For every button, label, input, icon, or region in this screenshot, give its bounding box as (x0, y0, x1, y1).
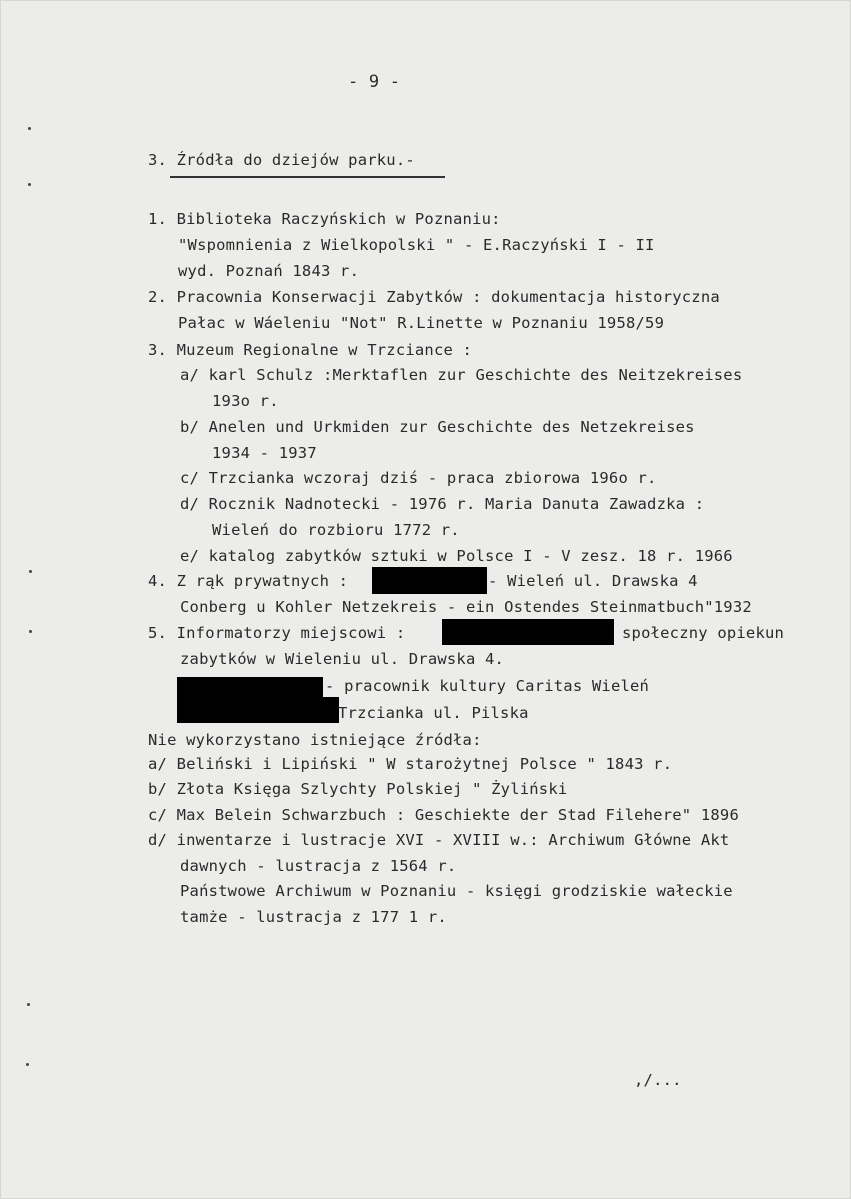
line-17-start: 5. Informatorzy miejscowi : (148, 624, 406, 642)
line-25: d/ inwentarze i lustracje XVI - XVIII w.: Archiwum Główne Akt (148, 831, 730, 849)
margin-dot (28, 183, 31, 186)
line-5: Pałac w Wáeleniu "Not" R.Linette w Poznaniu 1958/59 (178, 314, 665, 332)
line-15-end: - Wieleń ul. Drawska 4 (488, 572, 698, 590)
line-13: Wieleń do rozbioru 1772 r. (212, 521, 460, 539)
line-28: tamże - lustracja z 177 1 r. (180, 908, 447, 926)
margin-dot (29, 630, 32, 633)
line-22: a/ Beliński i Lipiński " W starożytnej Polsce " 1843 r. (148, 755, 673, 773)
continuation-mark: ,/... (634, 1071, 682, 1089)
heading-underline (170, 176, 445, 178)
line-16: Conberg u Kohler Netzekreis - ein Ostendes Steinmatbuch"1932 (180, 598, 752, 616)
line-6: 3. Muzeum Regionalne w Trzciance : (148, 341, 473, 359)
line-14: e/ katalog zabytków sztuki w Polsce I - V zesz. 18 r. 1966 (180, 547, 733, 565)
line-7: a/ karl Schulz :Merktaflen zur Geschichte des Neitzekreises (180, 366, 743, 384)
line-21: Nie wykorzystano istniejące źródła: (148, 731, 482, 749)
line-23: b/ Złota Księga Szlychty Polskiej " Żyliński (148, 780, 568, 798)
line-19: - pracownik kultury Caritas Wieleń (325, 677, 650, 695)
line-9: b/ Anelen und Urkmiden zur Geschichte des Netzekreises (180, 418, 695, 436)
line-12: d/ Rocznik Nadnotecki - 1976 r. Maria Danuta Zawadzka : (180, 495, 705, 513)
redaction-box (442, 619, 614, 645)
margin-dot (26, 1063, 29, 1066)
section-heading: 3. Źródła do dziejów parku.- (148, 151, 415, 169)
line-18: zabytków w Wieleniu ul. Drawska 4. (180, 650, 505, 668)
margin-dot (28, 127, 31, 130)
line-2: "Wspomnienia z Wielkopolski " - E.Raczyński I - II (178, 236, 655, 254)
line-24: c/ Max Belein Schwarzbuch : Geschiekte der Stad Filehere" 1896 (148, 806, 739, 824)
line-3: wyd. Poznań 1843 r. (178, 262, 360, 280)
page-number: - 9 - (348, 72, 401, 92)
line-10: 1934 - 1937 (212, 444, 317, 462)
redaction-box (177, 697, 339, 723)
line-26: dawnych - lustracja z 1564 r. (180, 857, 457, 875)
line-4: 2. Pracownia Konserwacji Zabytków : dokumentacja historyczna (148, 288, 720, 306)
redaction-box (177, 677, 323, 697)
line-17-end: społeczny opiekun (622, 624, 785, 642)
line-27: Państwowe Archiwum w Poznaniu - księgi grodziskie wałeckie (180, 882, 733, 900)
line-20: Trzcianka ul. Pilska (338, 704, 529, 722)
redaction-box (372, 567, 487, 594)
margin-dot (27, 1003, 30, 1006)
line-15-start: 4. Z rąk prywatnych : (148, 572, 349, 590)
line-1: 1. Biblioteka Raczyńskich w Poznaniu: (148, 210, 501, 228)
line-8: 193o r. (212, 392, 279, 410)
margin-dot (29, 570, 32, 573)
line-11: c/ Trzcianka wczoraj dziś - praca zbiorowa 196o r. (180, 469, 657, 487)
